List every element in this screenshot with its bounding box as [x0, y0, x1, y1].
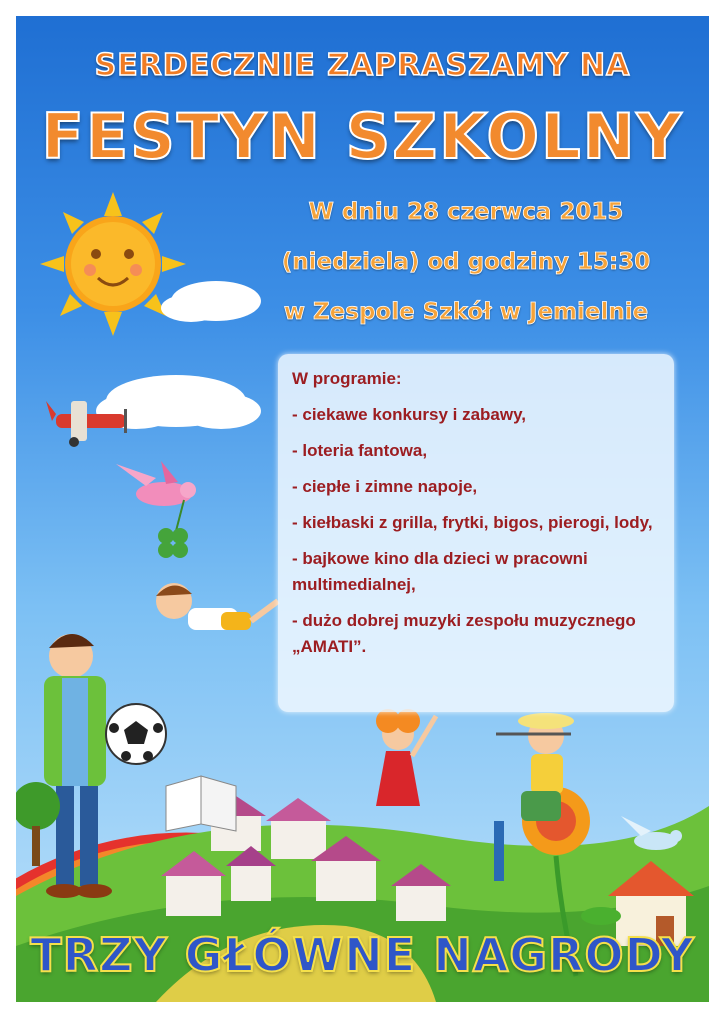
prizes-banner: TRZY GŁÓWNE NAGRODY [30, 928, 695, 982]
program-item: - loteria fantowa, [292, 441, 428, 460]
program-box [278, 354, 674, 712]
program-item: - bajkowe kino dla dzieci w pracowni multimedialnej, [292, 549, 588, 594]
girl-icon [376, 709, 436, 806]
event-place: w Zespole Szkół w Jemielnie [283, 299, 649, 325]
event-time: (niedziela) od godziny 15:30 [281, 249, 651, 275]
page-title: FESTYN SZKOLNY [41, 100, 684, 173]
tree-icon [16, 782, 60, 866]
program-item: - dużo dobrej muzyki zespołu muzycznego „AMATI”. [292, 611, 636, 656]
flying-boy-icon [156, 583, 278, 630]
event-date: W dniu 28 czerwca 2015 [308, 199, 624, 225]
program-item: - ciepłe i zimne napoje, [292, 477, 478, 496]
invite-heading: SERDECZNIE ZAPRASZAMY NA [94, 48, 631, 83]
poster [16, 16, 709, 1002]
program-item: - ciekawe konkursy i zabawy, [292, 405, 527, 424]
program-heading: W programie: [292, 369, 402, 388]
soccer-ball-icon [106, 704, 166, 764]
book-icon [166, 776, 236, 831]
clover-icon [158, 528, 188, 558]
sun-icon [40, 192, 186, 336]
program-item: - kiełbaski z grilla, frytki, bigos, pierogi, lody, [292, 513, 653, 532]
bird-icon [116, 461, 196, 531]
